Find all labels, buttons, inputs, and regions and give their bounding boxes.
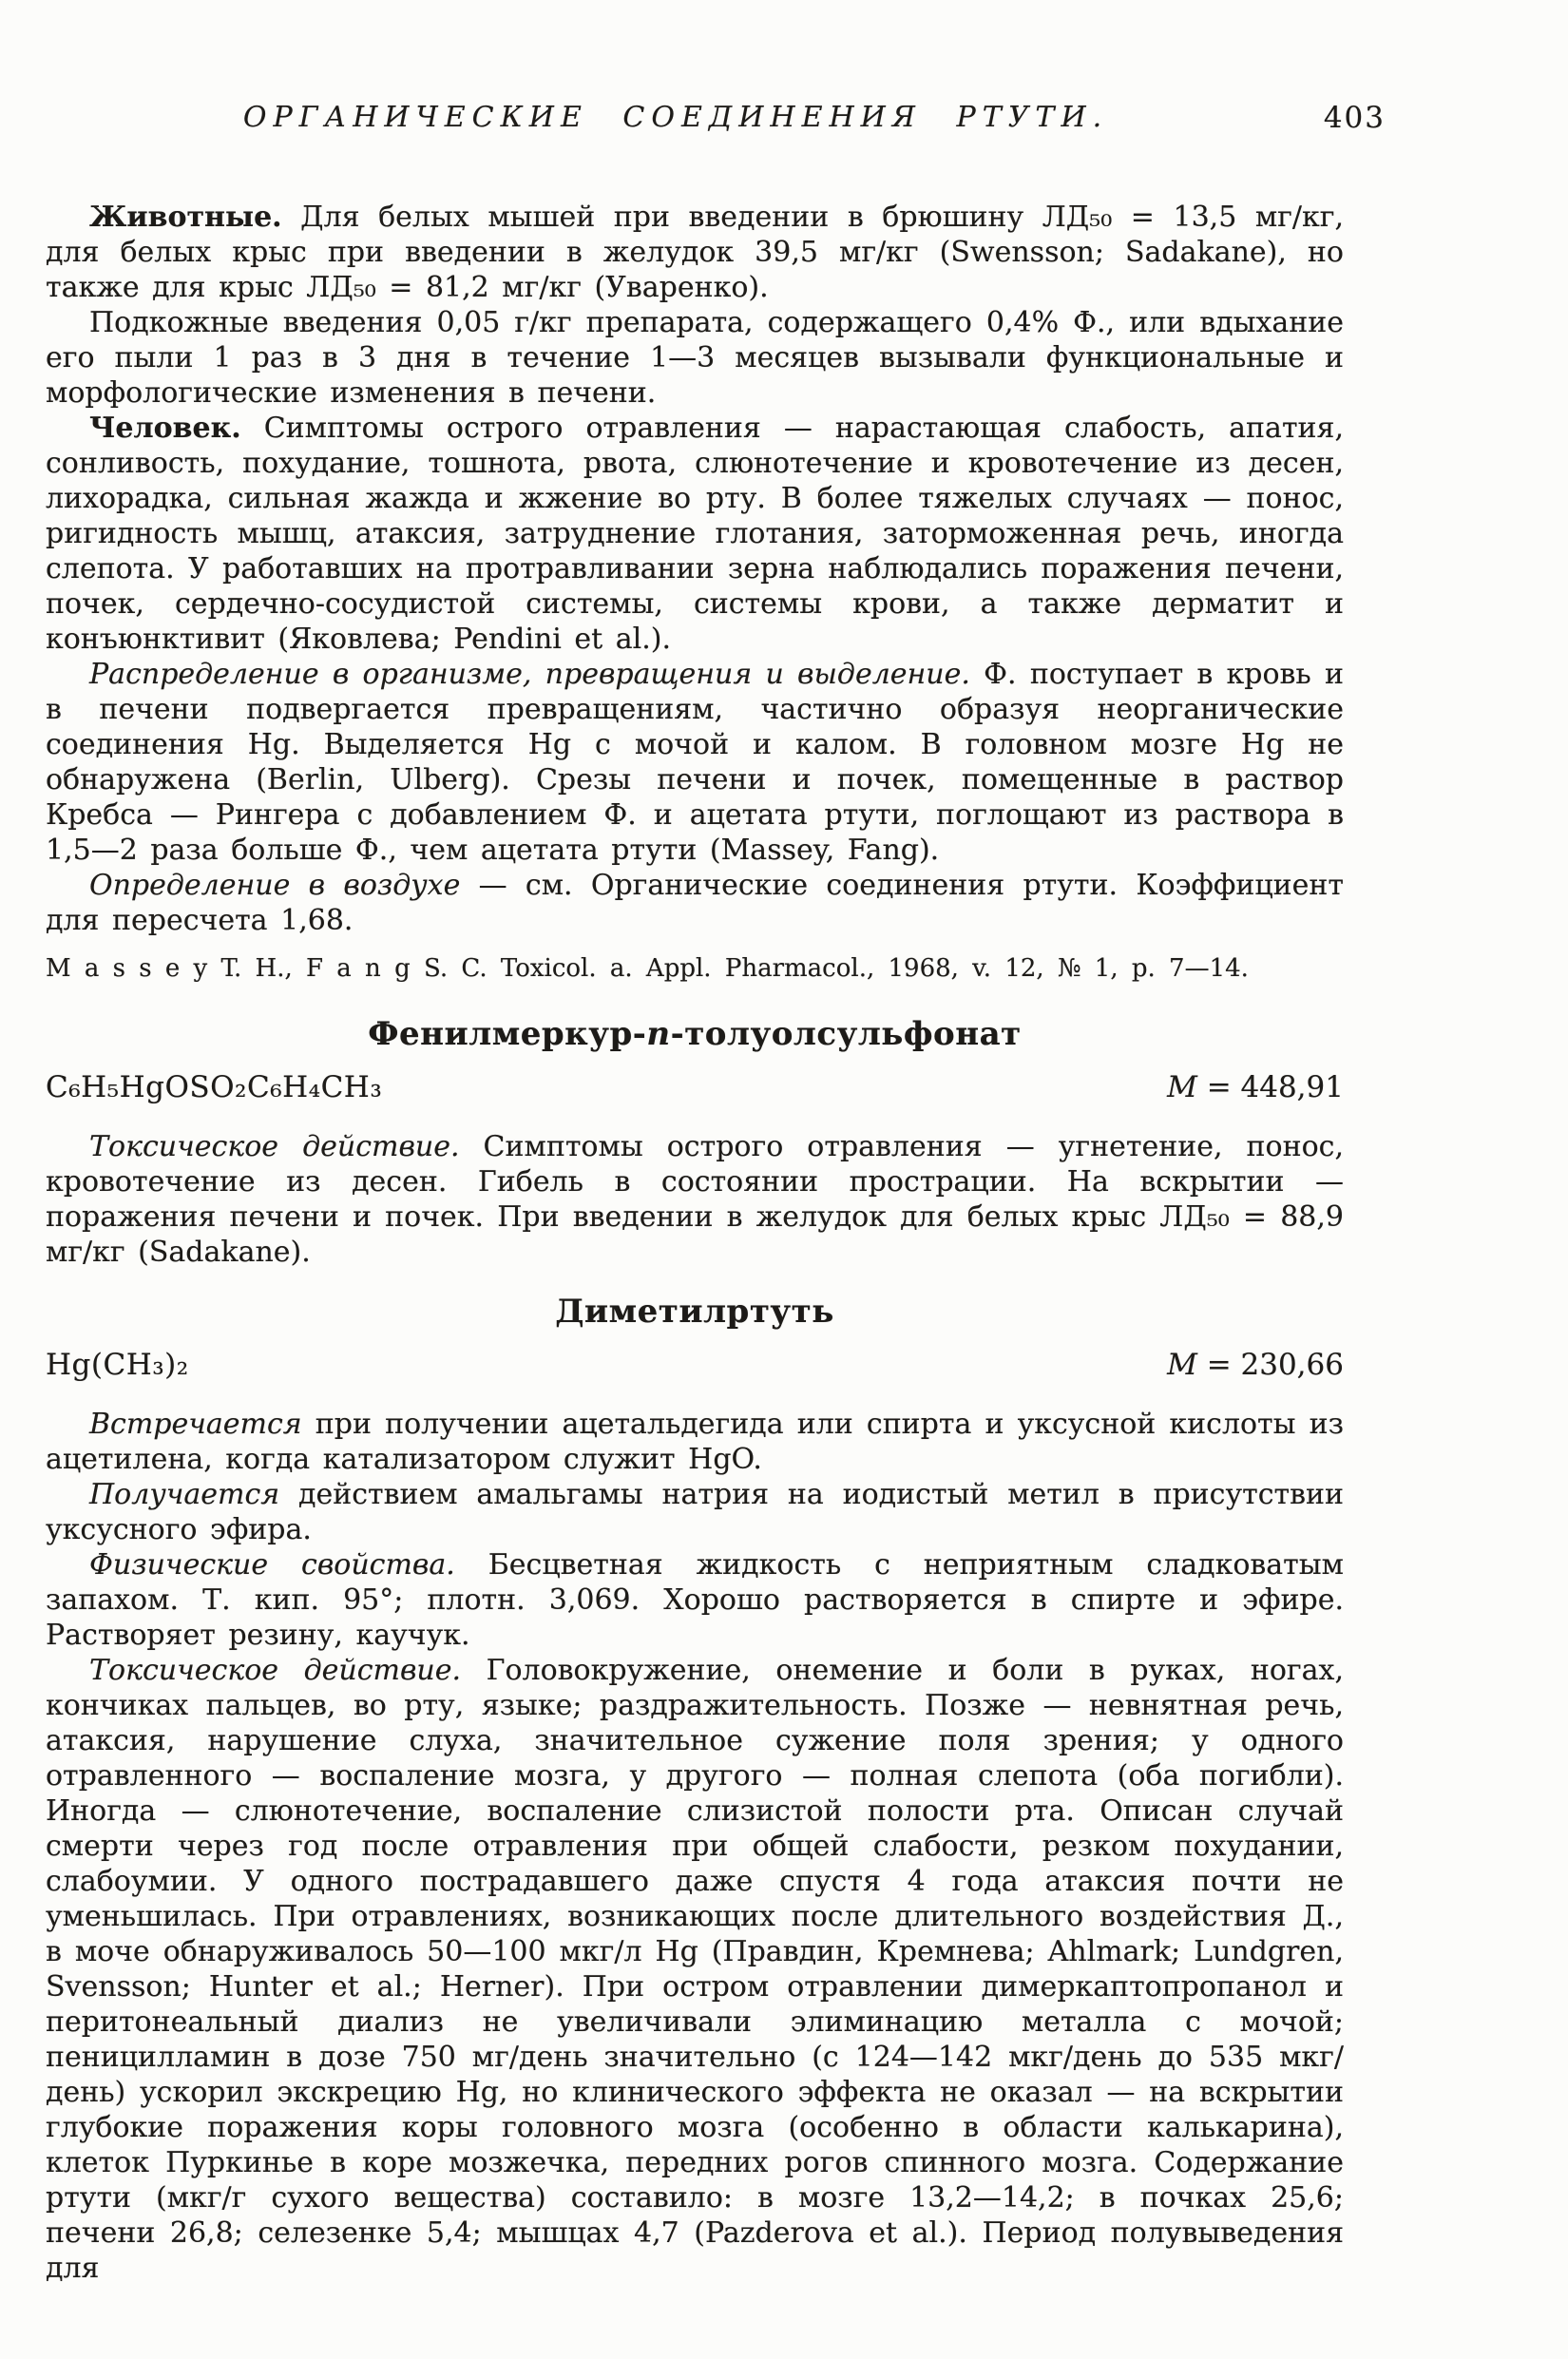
paragraph-occurrence <box>46 1407 1344 1477</box>
paragraph-text: Симптомы острого отравления — угнетение, понос, кровотечение из десен. Гибель в состоянии прострации. На вскрытии — поражения печени и почек. При введении в желудок для белых крыс ЛД₅₀ = 88,9 мг/кг (Sadakane). <box>46 1130 1344 1269</box>
distribution-label: Распределение в организме, превращения и выделение. <box>89 658 970 691</box>
page-header <box>46 101 1386 144</box>
paragraph-toxic-action-phenylmercury <box>46 1129 1344 1270</box>
section-phenylmercury-tosylate <box>46 1013 1344 1270</box>
formula-row-dimethylmercury <box>46 1346 1344 1384</box>
chemical-formula-phenylmercury: C₆H₅HgOSO₂C₆H₄CH₃ <box>46 1070 383 1104</box>
molar-mass-value: = 230,66 <box>1206 1348 1344 1382</box>
chemical-formula-dimethylmercury: Hg(CH₃)₂ <box>46 1348 189 1382</box>
paragraph-text: Бесцветная жидкость с неприятным сладковатым запахом. Т. кип. 95°; плотн. 3,069. Хорошо растворяется в спирте и эфире. Растворяет резину, каучук. <box>46 1548 1344 1652</box>
heading-italic-letter: п <box>646 1015 671 1053</box>
section-dimethylmercury <box>46 1291 1344 2286</box>
paragraph-text: при получении ацетальдегида или спирта и уксусной кислоты из ацетилена, когда катализатором служит HgO. <box>46 1408 1344 1476</box>
paragraph-animals <box>46 200 1344 305</box>
compound-heading-phenylmercury <box>46 1013 1344 1055</box>
molar-mass-symbol: М <box>1167 1348 1197 1382</box>
paragraph-air-determination <box>46 868 1344 938</box>
paragraph-text: действием амальгамы натрия на иодистый метил в присутствии уксусного эфира. <box>46 1478 1344 1546</box>
paragraph-text: — см. Органические соединения ртути. Коэффициент для пересчета 1,68. <box>46 869 1345 937</box>
molar-mass-symbol: М <box>1167 1070 1197 1104</box>
heading-text: -толуолсульфонат <box>670 1015 1022 1053</box>
paragraph-text: Симптомы острого отравления — нарастающая слабость, апатия, сонливость, похудание, тошнота, рвота, слюнотечение и кровотечение из десен, лихорадка, сильная жажда и жжение во рту. В более тяжелых случаях — понос, ригидность мышц, атаксия, затруднение глотания, заторможенная речь, иногда слепота. У работавших на протравливании зерна наблюдались поражения печени, почек, сердечно-сосудистой системы, системы крови, а также дерматит и конъюнктивит (Яковлева; Pendini et al.). <box>46 412 1344 656</box>
air-determination-label: Определение в воздухе <box>89 869 461 902</box>
molar-mass-dimethylmercury <box>1167 1346 1344 1384</box>
paragraph-physical-properties <box>46 1547 1344 1653</box>
molar-mass-value: = 448,91 <box>1206 1070 1344 1104</box>
paragraph-text: Подкожные введения 0,05 г/кг препарата, содержащего 0,4% Ф., или вдыхание его пыли 1 раз в 3 дня в течение 1—3 месяцев вызывали функциональные и морфологические изменения в печени. <box>46 306 1344 410</box>
paragraph-subcutaneous <box>46 305 1344 411</box>
paragraph-distribution <box>46 657 1344 868</box>
heading-text: Диметилртуть <box>555 1293 834 1331</box>
running-title: ОРГАНИЧЕСКИЕ СОЕДИНЕНИЯ РТУТИ. <box>242 101 1109 134</box>
physical-properties-label: Физические свойства. <box>89 1548 455 1582</box>
formula-row-phenylmercury <box>46 1068 1344 1106</box>
toxic-action-label: Токсическое действие. <box>89 1654 462 1687</box>
paragraph-text: Головокружение, онемение и боли в руках, ногах, кончиках пальцев, во рту, языке; раздражительность. Позже — невнятная речь, атаксия, нарушение слуха, значительное сужение поля зрения; у одного отравленного — воспаление мозга, у другого — полная слепота (оба погибли). Иногда — слюнотечение, воспаление слизистой полости рта. Описан случай смерти через год после отравления при общей слабости, резком похудании, слабоумии. У одного пострадавшего даже спустя 4 года атаксия почти не уменьшилась. При отравлениях, возникающих после длительного воздействия Д., в моче обнаруживалось 50—100 мкг/л Hg (Правдин, Кремнева; Ahlmark; Lundgren, Svensson; Hunter et al.; Herner). При остром отравлении димеркаптопропанол и перитонеальный диализ не увеличивали элиминацию металла с мочой; пеницилламин в дозе 750 мг/день значительно (с 124—142 мкг/день до 535 мкг/день) ускорил экскрецию Hg, но клинического эффекта не оказал — на вскрытии глубокие поражения коры головного мозга (особенно в области калькарина), клеток Пуркинье в коре мозжечка, передних рогов спинного мозга. Содержание ртути (мкг/г сухого вещества) составило: в мозге 13,2—14,2; в почках 25,6; печени 26,8; селезенке 5,4; мышцах 4,7 (Pazderova et al.). Период полувыведения для <box>46 1654 1344 2285</box>
occurrence-label: Встречается <box>89 1408 302 1441</box>
paragraph-human <box>46 411 1344 657</box>
human-label: Человек. <box>89 412 241 445</box>
compound-heading-dimethylmercury <box>46 1291 1344 1333</box>
heading-text: Фенилмеркур- <box>368 1015 647 1053</box>
reference-citation: M a s s e y T. H., F a n g S. C. Toxicol. a. Appl. Pharmacol., 1968, v. 12, № 1, p. 7—14. <box>46 954 1249 983</box>
paragraph-text: Ф. поступает в кровь и в печени подвергается превращениям, частично образуя неорганические соединения Hg. Выделяется Hg с мочой и калом. В головном мозге Hg не обнаружена (Berlin, Ulberg). Срезы печени и почек, помещенные в раствор Кребса — Рингера с добавлением Ф. и ацетата ртути, поглощают из раствора в 1,5—2 раза больше Ф., чем ацетата ртути (Massey, Fang). <box>46 658 1344 867</box>
paragraph-preparation <box>46 1477 1344 1547</box>
paragraph-toxic-action-dimethylmercury <box>46 1653 1344 2286</box>
molar-mass-phenylmercury <box>1167 1068 1344 1106</box>
animals-label: Животные. <box>89 201 282 234</box>
page-number: 403 <box>1323 101 1386 135</box>
toxic-action-label: Токсическое действие. <box>89 1130 460 1163</box>
paragraph-text: Для белых мышей при введении в брюшину ЛД₅₀ = 13,5 мг/кг, для белых крыс при введении в желудок 39,5 мг/кг (Swensson; Sadakane), но также для крыс ЛД₅₀ = 81,2 мг/кг (Уваренко). <box>46 201 1344 304</box>
preparation-label: Получается <box>89 1478 280 1511</box>
text-column <box>46 0 1386 2286</box>
